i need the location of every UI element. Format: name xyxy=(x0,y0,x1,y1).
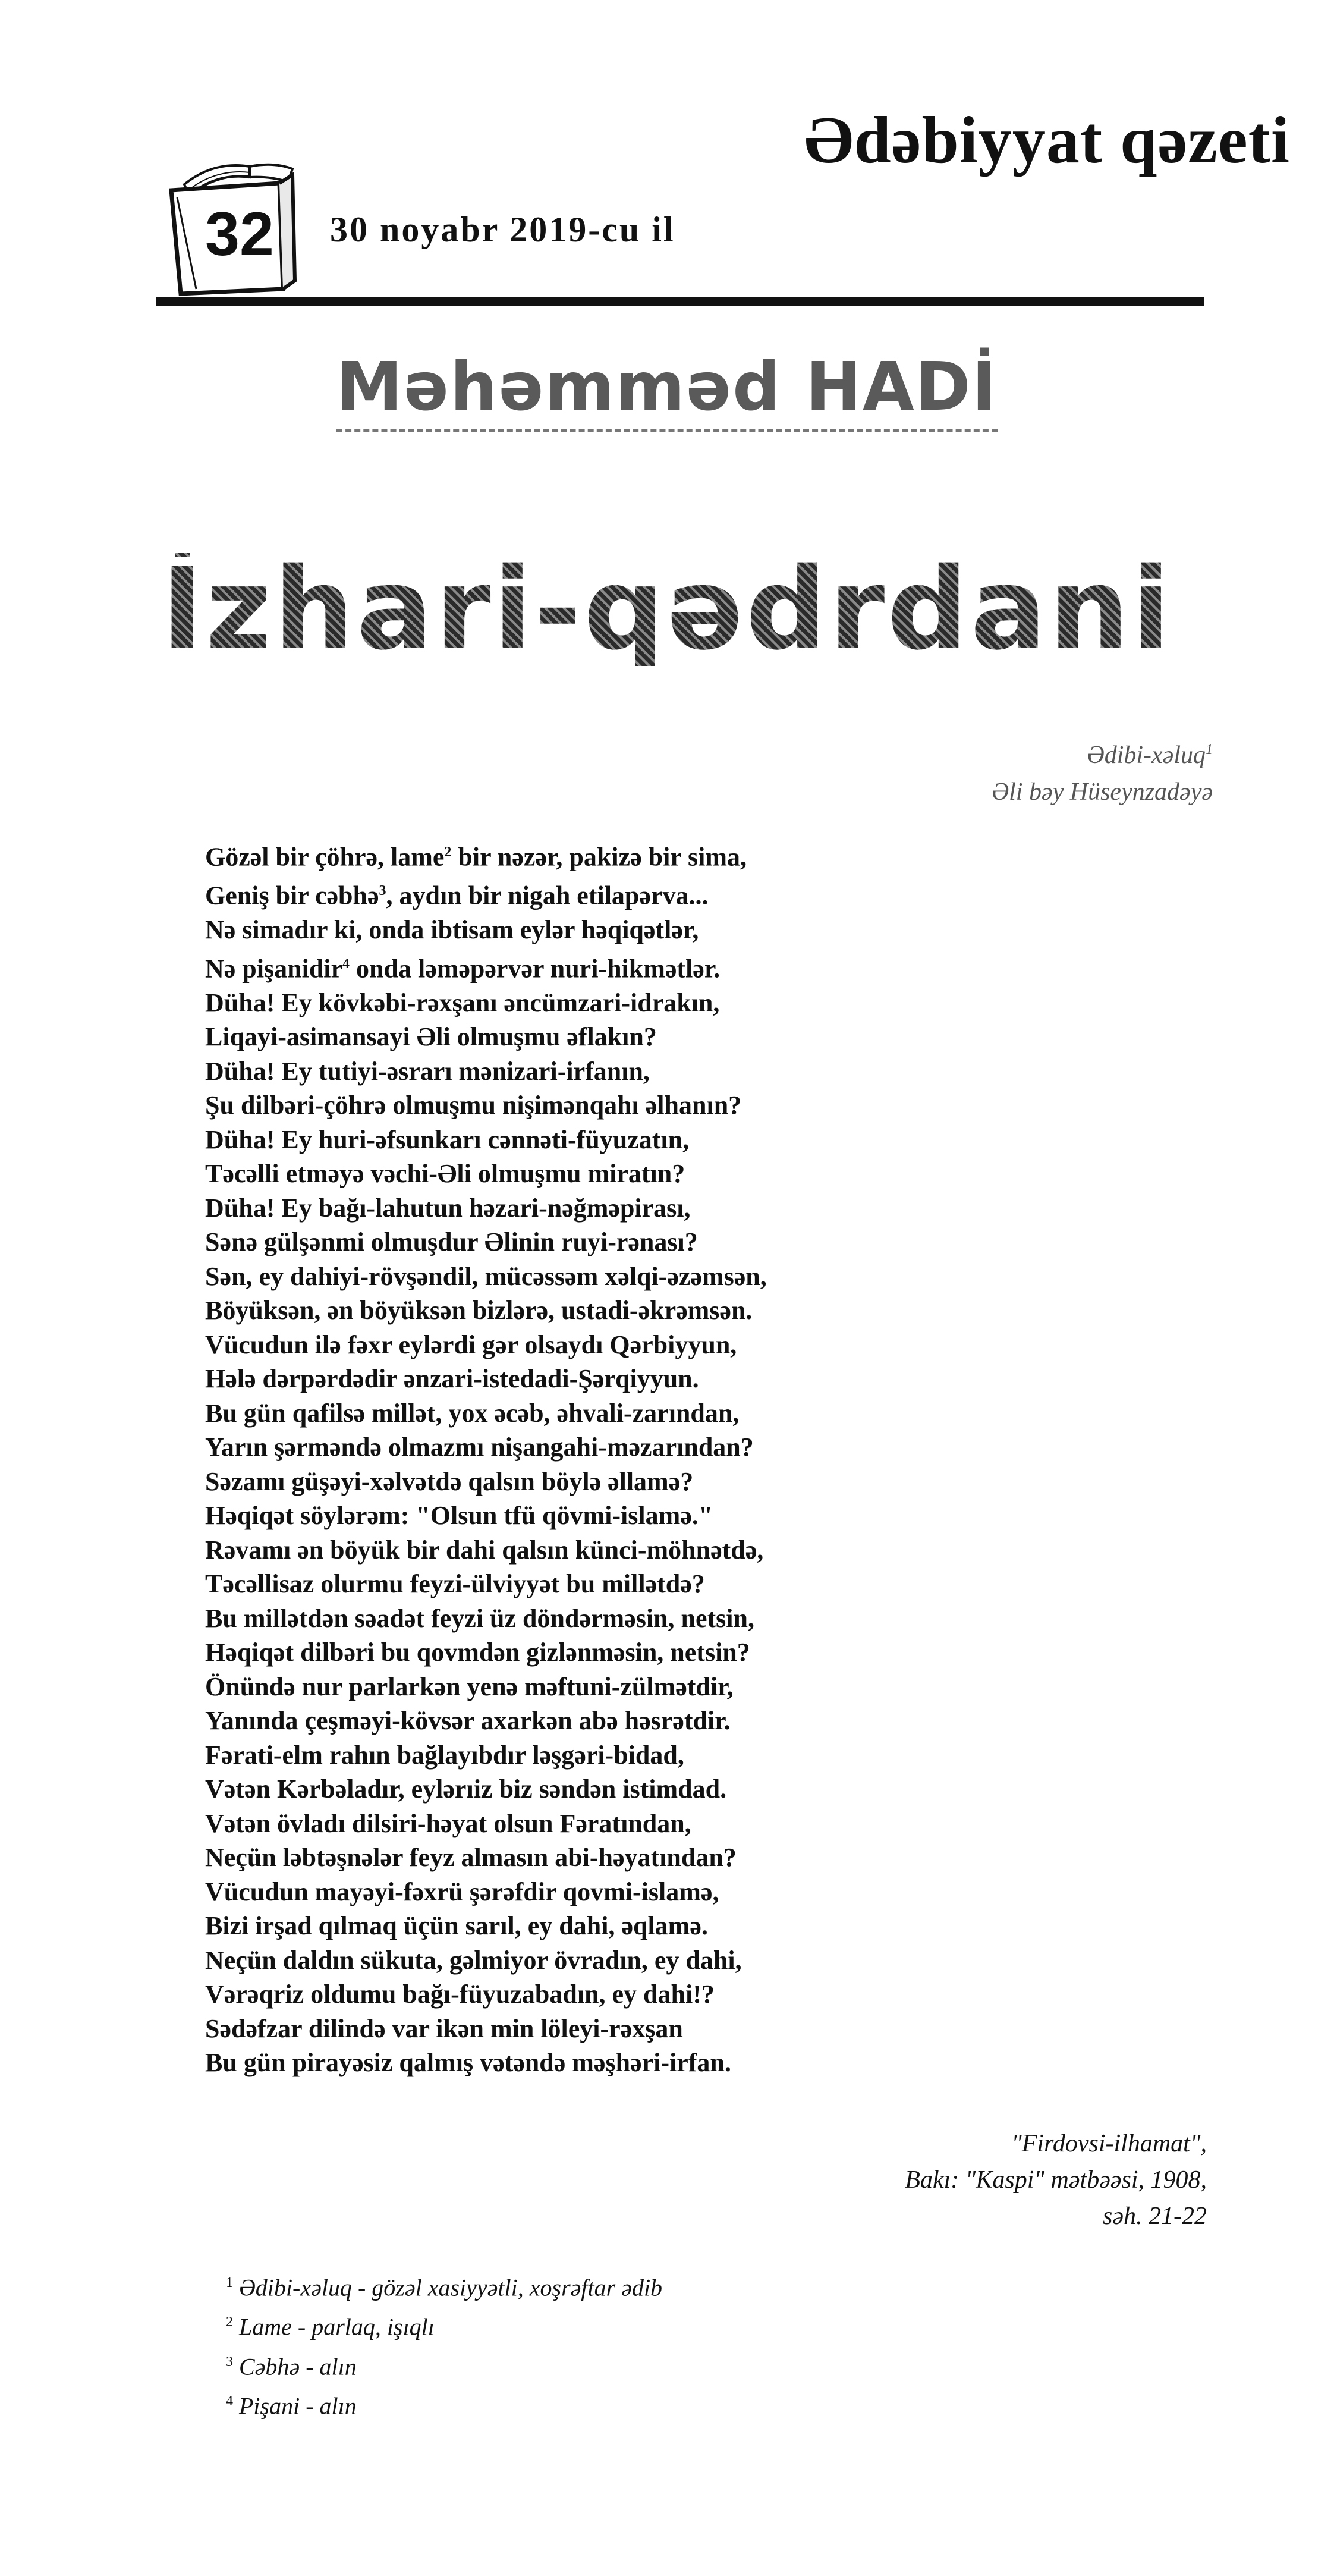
poem-line-text: Şu dilbəri-çöhrə olmuşmu nişimənqahı əlhanın? xyxy=(205,1091,742,1120)
poem-line xyxy=(205,1328,1216,1362)
poem-line xyxy=(205,1943,1216,1978)
poem-line xyxy=(205,1533,1216,1567)
poem-line-text: Nə simadır ki, onda ibtisam eylər həqiqətlər, xyxy=(205,915,699,945)
poem-line xyxy=(205,1362,1216,1396)
poem-line-text: Bu gün pirayəsiz qalmış vətəndə məşhəri-irfan. xyxy=(205,2048,731,2078)
source-book-title: "Firdovsi-ilhamat", xyxy=(1011,2130,1207,2157)
poem-line-text: Vətən övladı dilsiri-həyat olsun Fəratından, xyxy=(205,1808,691,1838)
poem-line xyxy=(205,1430,1216,1465)
poem-line xyxy=(205,1499,1216,1533)
poem-line-text: Səzamı güşəyi-xəlvətdə qalsın böylə əllamə? xyxy=(205,1466,694,1496)
issue-date: 30 noyabr 2019-cu il xyxy=(330,210,675,249)
source-publisher: Bakı: "Kaspi" mətbəəsi, 1908, xyxy=(905,2166,1207,2194)
poem-line-text: Həqiqət söylərəm: "Olsun tfü qövmi-islamə." xyxy=(205,1501,713,1531)
poem-line-text: Bu millətdən səadət feyzi üz döndərməsin, netsin, xyxy=(205,1603,754,1633)
poem-line xyxy=(205,835,1216,874)
footnote-item xyxy=(226,2305,939,2344)
poem-line xyxy=(205,1670,1216,1704)
source-pages: səh. 21-22 xyxy=(1103,2203,1207,2230)
poem-line-text: Vətən Kərbəladır, eylərıiz biz səndən istimdad. xyxy=(205,1774,727,1804)
poem-body xyxy=(205,835,1216,2080)
poem-line xyxy=(205,986,1216,1020)
poem-line-text: Bu gün qafilsə millət, yox əcəb, əhvali-zarından, xyxy=(205,1398,740,1428)
poem-line xyxy=(205,947,1216,986)
poem-line-text: bir nəzər, pakizə bir sima, xyxy=(451,842,747,872)
poem-line-text: Fərati-elm rahın bağlayıbdır ləşgəri-bidad, xyxy=(205,1740,684,1770)
page-number-badge xyxy=(161,149,303,297)
poem-line xyxy=(205,1635,1216,1670)
poem-line-text: Düha! Ey huri-əfsunkarı cənnəti-füyuzatın, xyxy=(205,1124,690,1154)
poem-line-text: Düha! Ey kövkəbi-rəxşanı əncümzari-idrakın, xyxy=(205,988,720,1017)
footnote-text: Lame - parlaq, işıqlı xyxy=(233,2313,435,2341)
poem-line-text: Təcəlli etməyə vəchi-Əli olmuşmu miratın? xyxy=(205,1159,685,1189)
poem-line xyxy=(205,2012,1216,2046)
poem-line xyxy=(205,1259,1216,1294)
poem-line-text: Rəvamı ən böyük bir dahi qalsın künci-möhnətdə, xyxy=(205,1535,764,1565)
title-block xyxy=(0,544,1334,675)
footnote-item xyxy=(226,2384,939,2423)
footnote-item xyxy=(226,2266,939,2305)
dedication xyxy=(832,731,1213,811)
footnote-item xyxy=(226,2345,939,2384)
poem-line-text: Təcəllisaz olurmu feyzi-ülviyyət bu millətdə? xyxy=(205,1569,705,1599)
poem-line xyxy=(205,913,1216,947)
author-block xyxy=(0,348,1334,432)
header-divider xyxy=(156,297,1204,306)
footnote-text: Cəbhə - alın xyxy=(233,2352,357,2380)
poem-line xyxy=(205,1293,1216,1328)
poem-line-text: Nə pişanidir xyxy=(205,954,343,984)
poem-line-text: Vücudun mayəyi-fəxrü şərəfdir qovmi-islamə, xyxy=(205,1877,719,1906)
footnote-number: 3 xyxy=(226,2354,233,2370)
poem-line-text: Liqayi-asimansayi Əli olmuşmu əflakın? xyxy=(205,1022,657,1052)
source-citation xyxy=(654,2126,1207,2235)
footnote-marker: 4 xyxy=(342,956,350,972)
poem-title: İzhari-qədrdani xyxy=(161,544,1173,675)
poem-line-text: Yanında çeşməyi-kövsər axarkən abə həsrətdir. xyxy=(205,1706,731,1736)
footnote-number: 4 xyxy=(226,2393,233,2409)
poem-line-text: Gözəl bir çöhrə, lame xyxy=(205,842,445,872)
poem-line-text: Geniş bir cəbhə xyxy=(205,881,379,910)
poem-line-text: Önündə nur parlarkən yenə məftuni-zülmətdir, xyxy=(205,1672,734,1701)
poem-line-text: Düha! Ey tutiyi-əsrarı mənizari-irfanın, xyxy=(205,1056,650,1086)
poem-line xyxy=(205,1807,1216,1841)
poem-line xyxy=(205,1396,1216,1431)
dedication-line-2: Əli bəy Hüseynzadəyə xyxy=(991,778,1213,806)
poem-line-text: , aydın bir nigah etilapərva... xyxy=(386,881,709,910)
poem-line-text: Vərəqriz oldumu bağı-füyuzabadın, ey dahi!? xyxy=(205,1980,715,2009)
poem-line-text: Həqiqət dilbəri bu qovmdən gizlənməsin, netsin? xyxy=(205,1638,750,1667)
poem-line-text: Neçün daldın sükuta, gəlmiyor övradın, ey dahi, xyxy=(205,1945,742,1975)
poem-line-text: onda ləməpərvər nuri-hikmətlər. xyxy=(350,954,721,984)
poem-line-text: Sən, ey dahiyi-rövşəndil, mücəssəm xəlqi-əzəmsən, xyxy=(205,1261,767,1291)
footnote-number: 2 xyxy=(226,2314,233,2330)
poem-line-text: Sənə gülşənmi olmuşdur Əlinin ruyi-rənası? xyxy=(205,1227,698,1257)
poem-line-text: Neçün ləbtəşnələr feyz almasın abi-həyatından? xyxy=(205,1843,737,1873)
poem-line-text: Bizi irşad qılmaq üçün sarıl, ey dahi, əqlamə. xyxy=(205,1911,708,1941)
poem-line xyxy=(205,1054,1216,1089)
footnote-text: Ədibi-xəluq - gözəl xasiyyətli, xoşrəftar ədib xyxy=(233,2274,663,2301)
poem-line-text: Sədəfzar dilində var ikən min löleyi-rəxşan xyxy=(205,2013,683,2043)
poem-line xyxy=(205,1088,1216,1123)
footnote-marker: 3 xyxy=(379,883,386,899)
footnote-marker: 1 xyxy=(1206,742,1213,758)
poem-line xyxy=(205,1225,1216,1259)
footnote-number: 1 xyxy=(226,2275,233,2291)
poem-line xyxy=(205,1567,1216,1601)
poem-line-text: Yarın şərməndə olmazmı nişangahi-məzarından? xyxy=(205,1432,754,1462)
poem-line xyxy=(205,1840,1216,1875)
poem-line xyxy=(205,1875,1216,1909)
poem-line xyxy=(205,1909,1216,1943)
poem-line xyxy=(205,1704,1216,1738)
footnote-marker: 2 xyxy=(444,844,452,860)
footnote-text: Pişani - alın xyxy=(233,2392,357,2420)
newspaper-name: Ədəbiyyat qəzeti xyxy=(804,103,1290,177)
poem-line xyxy=(205,1772,1216,1807)
poem-line xyxy=(205,1601,1216,1636)
poem-line-text: Hələ dərpərdədir ənzari-istedadi-Şərqiyyun. xyxy=(205,1364,699,1394)
dedication-epithet: Ədibi-xəluq xyxy=(1087,742,1206,769)
poem-line xyxy=(205,1977,1216,2012)
author-name: Məhəmməd HADİ xyxy=(336,351,998,432)
page-number: 32 xyxy=(205,200,274,269)
poem-line-text: Böyüksən, ən böyüksən bizlərə, ustadi-əkrəmsən. xyxy=(205,1296,753,1325)
poem-line xyxy=(205,1191,1216,1226)
poem-line-text: Vücudun ilə fəxr eylərdi gər olsaydı Qərbiyyun, xyxy=(205,1330,737,1359)
poem-line xyxy=(205,2046,1216,2080)
poem-line xyxy=(205,1123,1216,1157)
poem-line xyxy=(205,1020,1216,1054)
dedication-line-1 xyxy=(832,731,1213,774)
poem-line xyxy=(205,1738,1216,1773)
poem-line xyxy=(205,1465,1216,1499)
poem-line xyxy=(205,874,1216,913)
poem-line xyxy=(205,1157,1216,1191)
poem-line-text: Düha! Ey bağı-lahutun həzari-nəğməpirası, xyxy=(205,1193,691,1223)
footnotes xyxy=(226,2266,939,2423)
